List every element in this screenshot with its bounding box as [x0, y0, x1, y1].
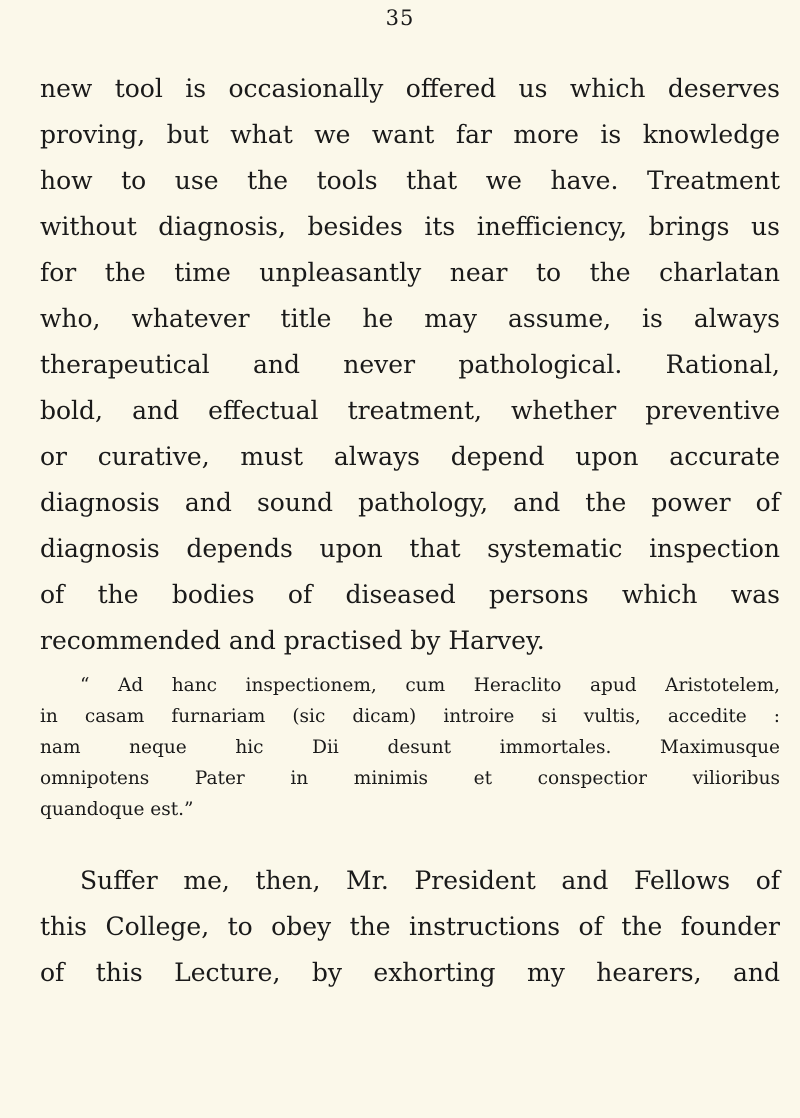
text-line: bold, and effectual treatment, whether preventive — [40, 396, 780, 425]
text-line: diagnosis depends upon that systematic inspection — [40, 534, 780, 563]
quote-line: omnipotens Pater in minimis et conspectior vilioribus — [40, 768, 780, 789]
text-line: recommended and practised by Harvey. — [40, 626, 545, 655]
text-line: of this Lecture, by exhorting my hearers, and — [40, 958, 780, 987]
quote-line: in casam furnariam (sic dicam) introire si vultis, accedite : — [40, 706, 780, 727]
text-line: new tool is occasionally offered us which deserves — [40, 74, 780, 103]
text-line: therapeutical and never pathological. Rational, — [40, 350, 780, 379]
text-line: who, whatever title he may assume, is always — [40, 304, 780, 333]
text-line: this College, to obey the instructions of the founder — [40, 912, 780, 941]
page-number: 35 — [385, 6, 415, 30]
text-line: or curative, must always depend upon accurate — [40, 442, 780, 471]
latin-quotation — [40, 670, 780, 825]
text-line: how to use the tools that we have. Treatment — [40, 166, 780, 195]
text-line: without diagnosis, besides its inefficiency, brings us — [40, 212, 780, 241]
quote-line: “ Ad hanc inspectionem, cum Heraclito apud Aristotelem, — [80, 675, 780, 696]
text-line: Suffer me, then, Mr. President and Fellows of — [80, 866, 780, 895]
text-line: of the bodies of diseased persons which was — [40, 580, 780, 609]
text-line: diagnosis and sound pathology, and the power of — [40, 488, 780, 517]
quote-line: quandoque est.” — [40, 799, 194, 820]
quote-line: nam neque hic Dii desunt immortales. Maximusque — [40, 737, 780, 758]
text-line: proving, but what we want far more is knowledge — [40, 120, 780, 149]
text-line: for the time unpleasantly near to the charlatan — [40, 258, 780, 287]
main-paragraph — [40, 66, 780, 664]
closing-paragraph — [40, 858, 780, 996]
